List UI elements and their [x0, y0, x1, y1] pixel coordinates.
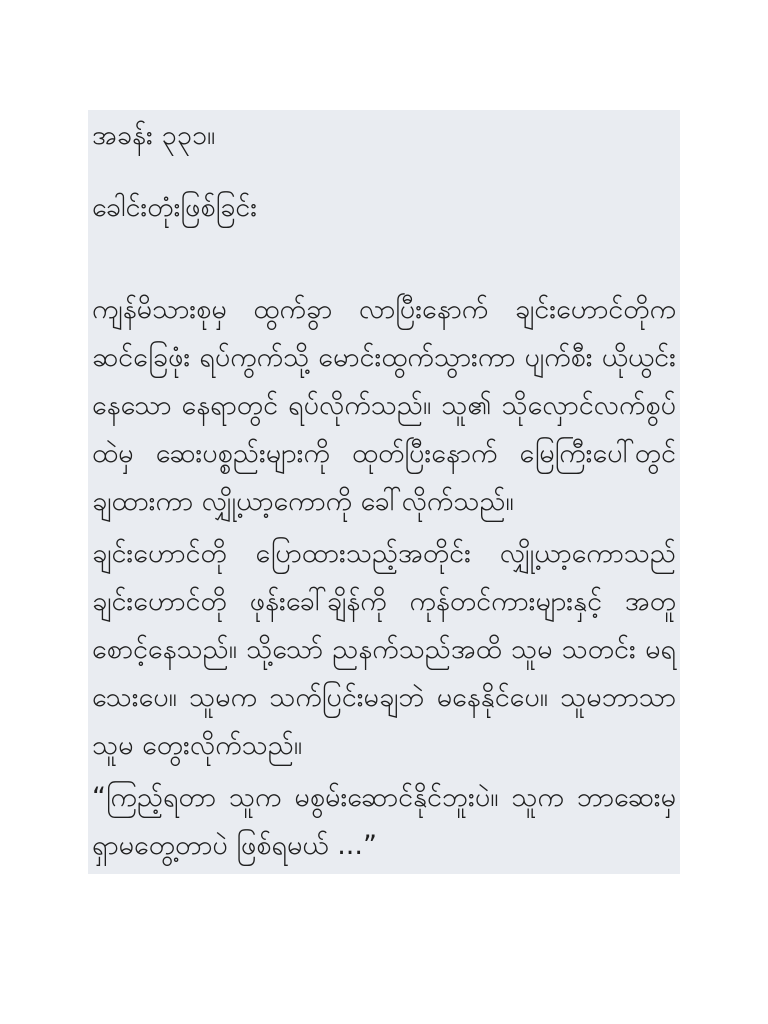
body-paragraph: ချင်းဟောင်တို ပြောထားသည့်အတိုင်း လျှို့ယာ့ကောသည် ချင်းဟောင်တို ဖုန်းခေါ်ချိန်ကို ကုန်တင်ကားများနှင့် အတူ စောင့်နေသည်။ သို့သော် ညနက်သည်အထိ သူမ သတင်း မရသေးပေ။ သူမက သက်ပြင်းမချဘဲ မနေနိုင်ပေ။ သူမဘာသာ သူမ တွေးလိုက်သည်။: [92, 538, 676, 761]
quote-paragraph: “ကြည့်ရတာ သူက မစွမ်းဆောင်နိုင်ဘူးပဲ။ သူက ဘာဆေးမှ ရှာမတွေ့တာပဲ ဖြစ်ရမယ် ...”: [92, 782, 676, 861]
chapter-number: အခန်း ၃၃၁။: [92, 120, 216, 151]
document-page: [88, 110, 680, 874]
chapter-title: ခေါင်းတုံးဖြစ်ခြင်း: [92, 192, 258, 223]
body-paragraph: ကျန်မိသားစုမှ ထွက်ခွာ လာပြီးနောက် ချင်းဟောင်တိုက ဆင်ခြေဖုံး ရပ်ကွက်သို့ မောင်းထွက်သွားကာ ပျက်စီး ယိုယွင်းနေသော နေရာတွင် ရပ်လိုက်သည်။ သူ၏ သိုလှောင်လက်စွပ်ထဲမှ ဆေးပစ္စည်းများကို ထုတ်ပြီးနောက် မြေကြီးပေါ်တွင် ချထားကာ လျှို့ယာ့ကောကို ခေါ်လိုက်သည်။: [92, 294, 676, 517]
